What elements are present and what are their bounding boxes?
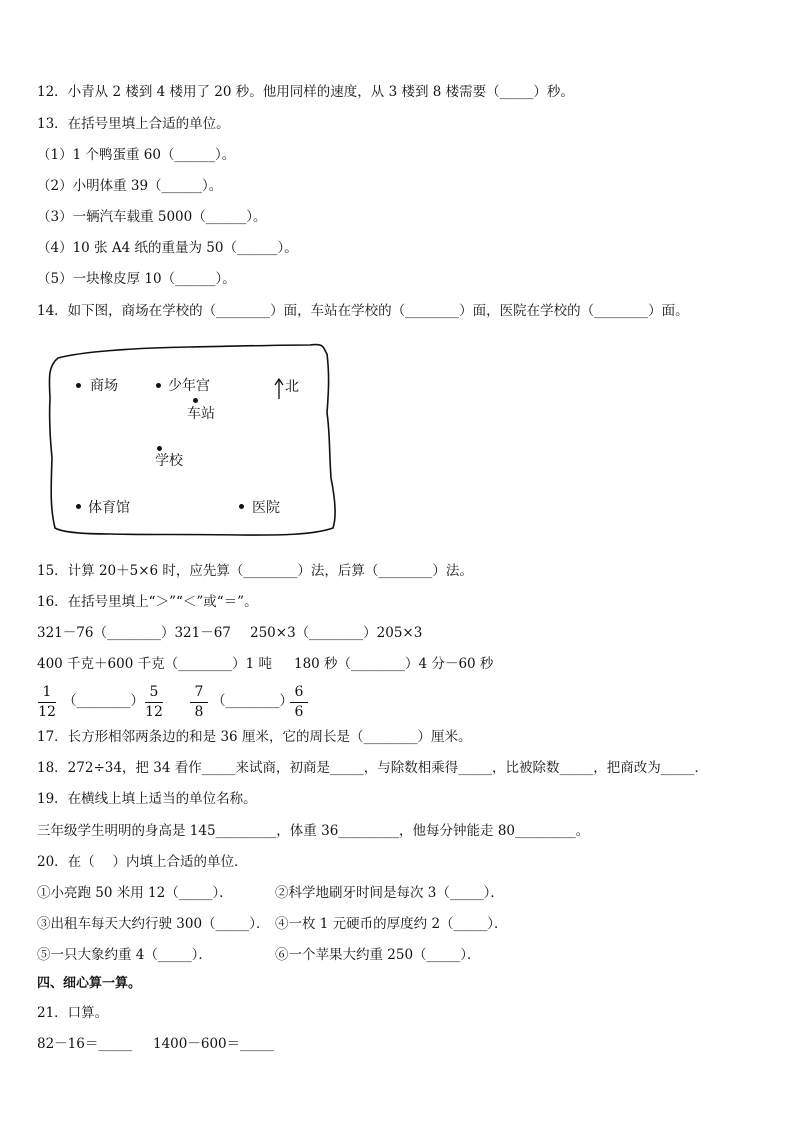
map-dot-school bbox=[157, 446, 162, 451]
fraction-2-numerator: 5 bbox=[149, 684, 159, 700]
map-dot-gym bbox=[76, 504, 81, 509]
question-16-row1a: 321－76（________）321－67 bbox=[37, 625, 231, 641]
map-dot-station bbox=[193, 398, 198, 403]
map-label-hospital: 医院 bbox=[252, 500, 280, 516]
fraction-1 bbox=[38, 684, 56, 721]
fraction-2 bbox=[145, 684, 163, 721]
question-20-item-1: ①小亮跑 50 米用 12（_____）． bbox=[37, 885, 233, 901]
question-21-a: 82－16＝_____ bbox=[37, 1036, 133, 1052]
map-label-station: 车站 bbox=[187, 406, 215, 422]
question-20-item-6: ⑥一个苹果大约重 250（_____）． bbox=[275, 947, 481, 963]
question-17: 17．长方形相邻两条边的和是 36 厘米，它的周长是（________）厘米。 bbox=[37, 729, 472, 745]
question-21-b: 1400－600＝_____ bbox=[153, 1036, 274, 1052]
question-18: 18．272÷34，把 34 看作_____来试商，初商是_____，与除数相乘得_____，比被除数_____，把商改为_____． bbox=[37, 760, 708, 776]
map-dot-hospital bbox=[239, 504, 244, 509]
map-border bbox=[40, 338, 340, 542]
question-13-title: 13．在括号里填上合适的单位。 bbox=[37, 116, 230, 132]
north-arrow-icon bbox=[274, 377, 284, 403]
fraction-3-numerator: 7 bbox=[194, 684, 204, 700]
fraction-4-numerator: 6 bbox=[294, 684, 304, 700]
question-19-text: 三年级学生明明的身高是 145_________，体重 36_________，他每分钟能走 80_________。 bbox=[37, 823, 590, 839]
question-20-item-2: ②科学地刷牙时间是每次 3（_____）． bbox=[275, 885, 504, 901]
question-20-item-3: ③出租车每天大约行驶 300（_____）． bbox=[37, 916, 270, 932]
question-20-title: 20．在（ ）内填上合适的单位． bbox=[37, 854, 248, 870]
question-13-item-1: （1）1 个鸭蛋重 60（______）。 bbox=[37, 147, 236, 163]
question-19-title: 19．在横线上填上适当的单位名称。 bbox=[37, 791, 257, 807]
map-dot-youth-palace bbox=[156, 383, 161, 388]
question-13-item-2: （2）小明体重 39（______）。 bbox=[37, 178, 223, 194]
question-20-item-4: ④一枚 1 元硬币的厚度约 2（_____）． bbox=[275, 916, 508, 932]
question-15: 15．计算 20＋5×6 时，应先算（________）法，后算（________）法。 bbox=[37, 563, 473, 579]
question-16-row2a: 400 千克＋600 千克（________）1 吨 bbox=[37, 656, 272, 672]
map-label-north: 北 bbox=[285, 379, 299, 395]
question-13-item-5: （5）一块橡皮厚 10（______）。 bbox=[37, 271, 236, 287]
fraction-1-denominator: 12 bbox=[38, 704, 56, 720]
question-16-title: 16．在括号里填上“＞”“＜”或“＝”。 bbox=[37, 594, 258, 610]
fraction-3 bbox=[190, 684, 208, 721]
question-14: 14．如下图，商场在学校的（________）面，车站在学校的（________）面，医院在学校的（________）面。 bbox=[37, 303, 689, 319]
map-dot-mall bbox=[76, 383, 81, 388]
question-13-item-3: （3）一辆汽车载重 5000（______）。 bbox=[37, 209, 267, 225]
fraction-1-numerator: 1 bbox=[42, 684, 52, 700]
map-label-youth-palace: 少年宫 bbox=[168, 378, 210, 394]
map-label-gym: 体育馆 bbox=[88, 500, 130, 516]
section-4-heading: 四、细心算一算。 bbox=[37, 976, 142, 991]
question-16-row1b: 250×3（________）205×3 bbox=[250, 625, 423, 641]
map-label-mall: 商场 bbox=[90, 378, 118, 394]
question-16-row2b: 180 秒（________）4 分－60 秒 bbox=[294, 656, 494, 672]
question-21-title: 21．口算。 bbox=[37, 1005, 109, 1021]
question-12: 12．小青从 2 楼到 4 楼用了 20 秒。他用同样的速度，从 3 楼到 8 楼需要（_____）秒。 bbox=[37, 84, 574, 100]
fraction-4 bbox=[290, 684, 308, 721]
fraction-2-denominator: 12 bbox=[145, 704, 163, 720]
map-label-school: 学校 bbox=[155, 453, 183, 469]
question-13-item-4: （4）10 张 A4 纸的重量为 50（______）。 bbox=[37, 240, 298, 256]
fraction-3-denominator: 8 bbox=[194, 704, 204, 720]
question-16-blank-2: （________） bbox=[212, 693, 293, 709]
fraction-4-denominator: 6 bbox=[294, 704, 304, 720]
question-16-blank-1: （________） bbox=[63, 693, 144, 709]
question-20-item-5: ⑤一只大象约重 4（_____）． bbox=[37, 947, 212, 963]
